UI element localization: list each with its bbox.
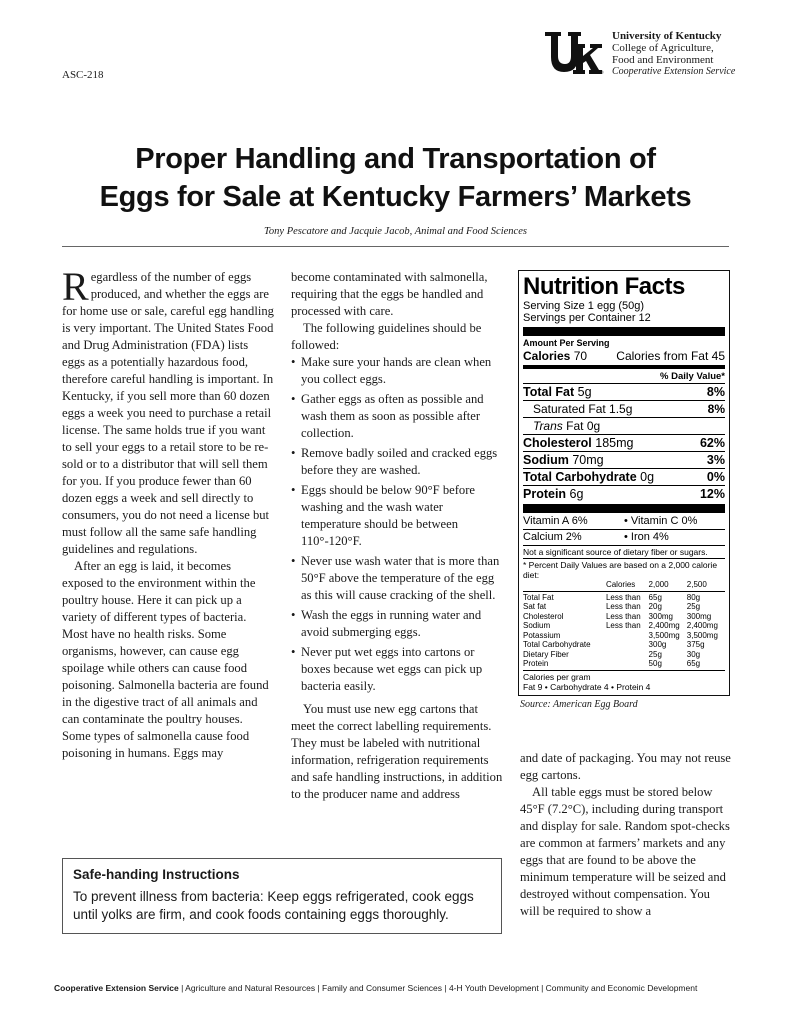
table-row: Protein 50g 65g [523, 659, 701, 668]
guidelines-list [291, 354, 503, 695]
column-3 [520, 750, 732, 920]
nutrition-divider [523, 383, 725, 384]
storage-paragraph: All table eggs must be stored below 45°F (7.2°C), including during transport and display for sale. Random spot-checks are common at farmers’ markets and any eggs that are found to be above the minimum temperature will be seized and destroyed without compensation. You will be required to show a [520, 785, 730, 918]
carbohydrate-label: Total Carbohydrate [523, 470, 637, 484]
college-line-1: College of Agriculture, [612, 42, 714, 54]
guidelines-intro: The following guidelines should be followed: [291, 321, 482, 352]
carbohydrate-amount: 0g [640, 470, 655, 484]
nutrition-divider [523, 670, 725, 671]
title-line-1: Proper Handling and Transportation of [135, 143, 656, 175]
sodium-dv: 3% [706, 453, 725, 467]
column-1 [62, 264, 274, 762]
vitamin-c: Vitamin C 0% [630, 515, 698, 527]
saturated-fat-dv: 8% [707, 402, 725, 416]
carbohydrate-dv: 0% [706, 470, 725, 484]
university-block [612, 30, 782, 78]
footer-service: Cooperative Extension Service [54, 983, 179, 993]
cholesterol-amount: 185mg [595, 436, 634, 450]
table-row: Total Fat Less than 65g 80g [523, 592, 701, 602]
footer [54, 983, 754, 993]
list-item: • Make sure your hands are clean when you collect eggs. [291, 354, 503, 388]
calories-from-fat: Calories from Fat 45 [616, 349, 725, 363]
uk-logo-icon [543, 30, 603, 76]
nutrition-divider [523, 434, 725, 435]
minerals-row: Calcium 2% • Iron 4% [523, 531, 669, 543]
safe-handling-title: Safe-handing Instructions [73, 867, 240, 882]
vitamin-a: Vitamin A 6% [523, 515, 588, 527]
column-2 [291, 269, 503, 803]
nutrition-divider [523, 558, 725, 559]
cartons-paragraph: You must use new egg cartons that meet the correct labelling requirements. They must be labeled with nutritional information, refrigeration requirements and safe handling instructions, in addition to the producer name and address [291, 702, 503, 801]
nutrition-divider [523, 365, 725, 369]
cholesterol-label: Cholesterol [523, 436, 592, 450]
calcium: Calcium 2% [523, 531, 582, 543]
table-row: Total Carbohydrate 300g 375g [523, 640, 705, 649]
saturated-fat-row [523, 402, 725, 416]
footer-programs: | Agriculture and Natural Resources | Family and Consumer Sciences | 4-H Youth Development | Community and Economic Development [178, 983, 698, 993]
calories-per-gram-values: Fat 9 • Carbohydrate 4 • Protein 4 [523, 681, 651, 692]
trans-fat-amount: Fat 0g [566, 419, 601, 433]
vitamins-row: Vitamin A 6% • Vitamin C 0% [523, 515, 698, 527]
list-item: • Never use wash water that is more than 50°F above the temperature of the egg as this will cause cracking of the shell. [291, 553, 503, 604]
daily-values-footnote: * Percent Daily Values are based on a 2,000 calorie diet: [523, 560, 718, 580]
servings-per-container: Servings per Container 12 [523, 312, 651, 324]
calories-row [523, 349, 725, 363]
safe-handling-body: To prevent illness from bacteria: Keep eggs refrigerated, cook eggs until yolks are firm, and cook foods containing eggs thoroughly. [73, 889, 474, 922]
table-row: Dietary Fiber 25g 30g [523, 649, 701, 659]
svg-text:®: ® [600, 70, 604, 75]
nutrition-divider [523, 504, 725, 513]
serving-size: Serving Size 1 egg (50g) [523, 300, 645, 312]
saturated-fat-label: Saturated Fat 1.5g [533, 402, 633, 416]
protein-label: Protein [523, 487, 567, 501]
table-row: Sodium Less than 2,400mg 2,400mg [523, 621, 718, 630]
university-name: University of Kentucky [612, 30, 722, 42]
cholesterol-dv: 62% [699, 436, 725, 450]
title-line-2: Eggs for Sale at Kentucky Farmers’ Markets [99, 181, 692, 213]
protein-amount: 6g [569, 487, 584, 501]
calories-per-gram: Calories per gram [523, 671, 591, 682]
nutrition-divider [523, 591, 725, 592]
trans-label: Trans [533, 419, 563, 433]
nutrition-title: Nutrition Facts [523, 273, 685, 300]
total-fat-row [523, 385, 725, 399]
total-fat-amount: 5g [577, 385, 592, 399]
nutrition-divider [523, 468, 725, 469]
packaging-paragraph: and date of packaging. You may not reuse egg cartons. [520, 751, 731, 782]
byline: Tony Pescatore and Jacquie Jacob, Animal and Food Sciences [264, 226, 527, 237]
iron: Iron 4% [630, 531, 669, 543]
nutrition-facts-panel [518, 270, 730, 696]
bacteria-paragraph: After an egg is laid, it becomes exposed to the environment within the poultry house. Here it can pick up a variety of different types of bacteria. Most have no health risks. Some organisms, however, can cause egg spoilage while others can cause food poisoning. Salmonella bacteria are found in the digestive tract of all animals and can contaminate the poultry houses. Some types of salmonella cause food poisoning in humans. Eggs may [62, 559, 269, 760]
calories-value: 70 [573, 349, 588, 363]
page-title [40, 140, 751, 216]
header-divider [62, 246, 729, 247]
contamination-paragraph: become contaminated with salmonella, requiring that the eggs be handled and processed with care. [291, 270, 488, 318]
daily-values-table [523, 580, 725, 669]
document-id: ASC-218 [62, 69, 104, 81]
list-item: • Eggs should be below 90°F before washing and the wash water temperature should be between 110°-120°F. [291, 482, 503, 550]
sodium-label: Sodium [523, 453, 569, 467]
list-item: • Wash the eggs in running water and avoid submerging eggs. [291, 607, 503, 641]
extension-service: Cooperative Extension Service [612, 66, 736, 77]
safe-handling-box [62, 858, 502, 934]
carbohydrate-row [523, 470, 725, 484]
protein-dv: 12% [699, 487, 725, 501]
nutrition-divider [523, 327, 725, 336]
sodium-amount: 70mg [572, 453, 604, 467]
nutrition-divider [523, 451, 725, 452]
nutrition-divider [523, 545, 725, 546]
table-row: Cholesterol Less than 300mg 300mg [523, 611, 712, 621]
intro-text: egardless of the number of eggs produced, and whether the eggs are for home use or sale, careful egg handling is very important. The United States Food and Drug Administration (FDA) lists eggs as a potentially hazardous food, therefore careful handling is important. In Kentucky, if you sell more than 60 dozen eggs a week you need to purchase a retail license. The same holds true if you want to sell your eggs to a retail store to be re-sold or to a distributor that will sell them for you. If you produce fewer than 60 dozen eggs a week and sell directly to consumers, you do not need a license but must follow all the same safe handling guidelines and regulations. [62, 270, 274, 556]
nutrition-divider [523, 417, 725, 418]
drop-cap: R [62, 264, 89, 309]
total-fat-dv: 8% [706, 385, 725, 399]
sodium-row [523, 453, 725, 467]
nutrition-divider [523, 529, 725, 530]
amount-per-serving: Amount Per Serving [523, 338, 610, 348]
not-significant-note: Not a significant source of dietary fiber or sugars. [523, 547, 708, 557]
table-row: Sat fat Less than 20g 25g [523, 602, 701, 611]
total-fat-label: Total Fat [523, 385, 575, 399]
cholesterol-row [523, 436, 725, 450]
intro-paragraph [62, 264, 274, 558]
table-row: Calories 2,000 2,500 [605, 580, 707, 589]
list-item: • Remove badly soiled and cracked eggs before they are washed. [291, 445, 503, 479]
calories-label: Calories [523, 349, 571, 363]
list-item: • Gather eggs as often as possible and wash them as soon as possible after collection. [291, 391, 503, 442]
protein-row [523, 487, 725, 501]
trans-fat-row [523, 419, 725, 433]
list-item: • Never put wet eggs into cartons or boxes because wet eggs can pick up bacteria easily. [291, 644, 503, 695]
daily-value-header: % Daily Value* [660, 371, 725, 382]
nutrition-source: Source: American Egg Board [520, 699, 638, 710]
college-line-2: Food and Environment [612, 54, 714, 66]
nutrition-divider [523, 400, 725, 401]
nutrition-divider [523, 485, 725, 486]
table-row: Potassium 3,500mg 3,500mg [523, 630, 718, 640]
